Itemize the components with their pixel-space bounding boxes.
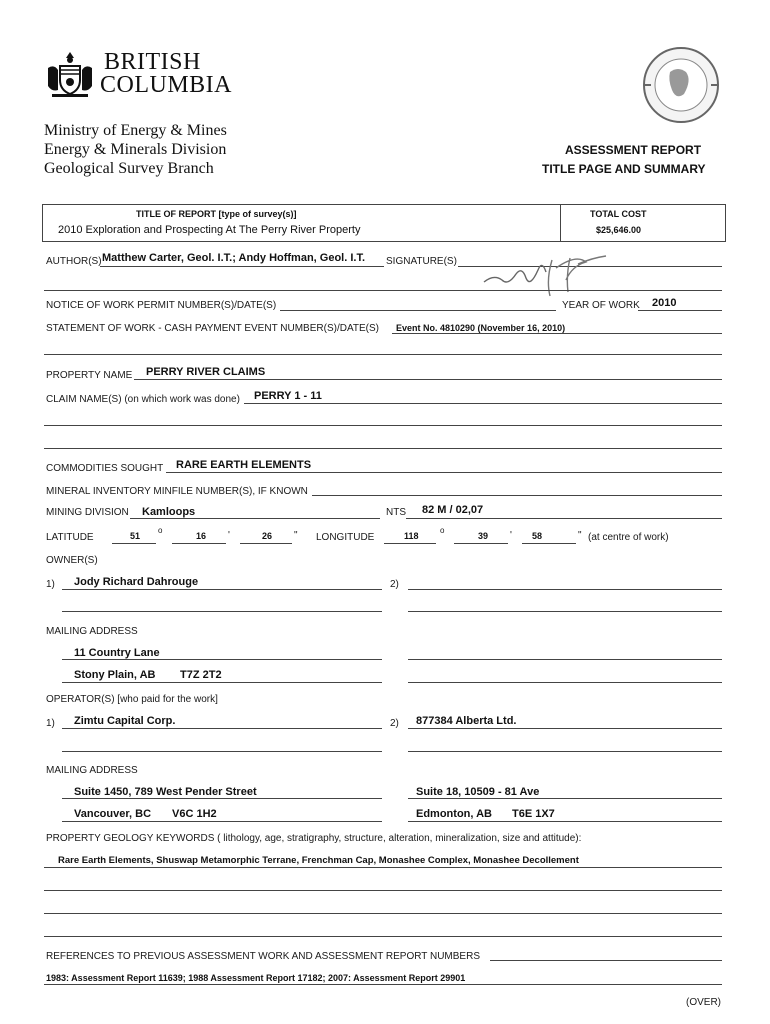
operator-1-name: Zimtu Capital Corp. — [74, 715, 176, 727]
statement-value: Event No. 4810290 (November 16, 2010) — [396, 323, 566, 333]
operator-2-name: 877384 Alberta Ltd. — [416, 715, 517, 727]
branch-name: Geological Survey Branch — [44, 160, 214, 177]
latitude-degrees: 51 — [130, 531, 141, 541]
claim-names-value: PERRY 1 - 11 — [254, 390, 322, 402]
brand-name-line1: BRITISH — [104, 49, 201, 75]
property-name-underline — [134, 379, 722, 380]
longitude-degree-symbol: o — [440, 526, 445, 535]
claim-names-line3 — [44, 448, 722, 449]
operator-2-address-underline2 — [408, 821, 722, 822]
centre-of-work-note: (at centre of work) — [588, 532, 669, 543]
year-of-work-value: 2010 — [652, 297, 677, 309]
operator-2-number: 2) — [390, 718, 399, 729]
notice-underline — [280, 310, 556, 311]
year-of-work-label: YEAR OF WORK — [562, 300, 640, 311]
report-title-label: TITLE OF REPORT [type of survey(s)] — [136, 209, 297, 219]
longitude-seconds: 58 — [532, 531, 543, 541]
claim-names-line2 — [44, 425, 722, 426]
geology-keywords-label: PROPERTY GEOLOGY KEYWORDS ( lithology, age, stratigraphy, structure, alteration, mineralization, size and attitude): — [46, 833, 582, 844]
longitude-minutes-underline — [454, 543, 508, 544]
commodities-value: RARE EARTH ELEMENTS — [176, 459, 312, 471]
mining-division-value: Kamloops — [142, 506, 196, 518]
statement-second-line — [44, 354, 722, 355]
owner-2-line2 — [408, 611, 722, 612]
bc-coat-of-arms-icon — [44, 48, 96, 100]
owner-1-address-underline2 — [62, 682, 382, 683]
ministry-name: Ministry of Energy & Mines — [44, 122, 227, 139]
minfile-label: MINERAL INVENTORY MINFILE NUMBER(S), IF KNOWN — [46, 486, 308, 497]
operators-label: OPERATOR(S) [who paid for the work] — [46, 694, 218, 705]
notice-label: NOTICE OF WORK PERMIT NUMBER(S)/DATE(S) — [46, 300, 277, 311]
latitude-minutes-underline — [172, 543, 226, 544]
mining-division-underline — [130, 518, 380, 519]
operator-1-underline — [62, 728, 382, 729]
latitude-minutes: 16 — [196, 531, 207, 541]
total-cost-label: TOTAL COST — [590, 209, 647, 219]
longitude-label: LONGITUDE — [316, 532, 375, 543]
authors-second-line — [44, 290, 722, 291]
latitude-second-symbol: " — [294, 530, 298, 541]
claim-names-label: CLAIM NAME(S) (on which work was done) — [46, 394, 240, 405]
owner-1-address-underline1 — [62, 659, 382, 660]
owner-1-line2 — [62, 611, 382, 612]
operator-1-number: 1) — [46, 718, 55, 729]
longitude-degrees-underline — [384, 543, 436, 544]
latitude-degrees-underline — [112, 543, 156, 544]
operator-2-address-postal: T6E 1X7 — [512, 808, 555, 820]
owner-1-address-postal: T7Z 2T2 — [180, 669, 222, 681]
authors-label: AUTHOR(S) — [46, 256, 102, 267]
total-cost-value: $25,646.00 — [596, 225, 642, 235]
mining-division-label: MINING DIVISION — [46, 507, 129, 518]
references-value-underline — [44, 984, 722, 985]
geological-survey-seal — [640, 44, 722, 126]
geology-keywords-value: Rare Earth Elements, Shuswap Metamorphic Terrane, Frenchman Cap, Monashee Complex, Monashee Decollement — [58, 855, 579, 866]
property-name-label: PROPERTY NAME — [46, 370, 133, 381]
statement-label: STATEMENT OF WORK - CASH PAYMENT EVENT NUMBER(S)/DATE(S) — [46, 323, 379, 334]
longitude-minutes: 39 — [478, 531, 489, 541]
authors-underline — [100, 266, 384, 267]
minfile-underline — [312, 495, 722, 496]
owners-label: OWNER(S) — [46, 555, 98, 566]
latitude-label: LATITUDE — [46, 532, 94, 543]
handwritten-signature — [482, 254, 612, 300]
commodities-underline — [166, 472, 722, 473]
geology-keywords-line3 — [44, 913, 722, 914]
nts-underline — [406, 518, 722, 519]
latitude-minute-symbol: ' — [228, 530, 230, 541]
owner-1-number: 1) — [46, 579, 55, 590]
nts-label: NTS — [386, 507, 406, 518]
operator-1-line2 — [62, 751, 382, 752]
operator-2-underline — [408, 728, 722, 729]
latitude-seconds-underline — [240, 543, 292, 544]
year-of-work-underline — [638, 310, 722, 311]
geology-keywords-underline — [44, 867, 722, 868]
latitude-degree-symbol: o — [158, 526, 163, 535]
operator-2-line2 — [408, 751, 722, 752]
geology-keywords-line4 — [44, 936, 722, 937]
report-title-line1: ASSESSMENT REPORT — [565, 143, 702, 157]
report-title-value: 2010 Exploration and Prospecting At The Perry River Property — [58, 224, 361, 236]
owner-2-address-underline2 — [408, 682, 722, 683]
operator-1-address-postal: V6C 1H2 — [172, 808, 217, 820]
operator-1-address-city: Vancouver, BC — [74, 808, 152, 820]
over-note: (OVER) — [686, 997, 721, 1008]
operator-1-address-line1: Suite 1450, 789 West Pender Street — [74, 786, 257, 798]
longitude-seconds-underline — [522, 543, 576, 544]
operator-1-address-underline1 — [62, 798, 382, 799]
owner-2-address-underline1 — [408, 659, 722, 660]
report-title-line2: TITLE PAGE AND SUMMARY — [542, 162, 706, 176]
owners-mailing-label: MAILING ADDRESS — [46, 626, 138, 637]
longitude-second-symbol: " — [578, 530, 582, 541]
operators-mailing-label: MAILING ADDRESS — [46, 765, 138, 776]
title-box-divider — [560, 205, 561, 241]
authors-value: Matthew Carter, Geol. I.T.; Andy Hoffman, Geol. I.T. — [102, 252, 366, 264]
references-label: REFERENCES TO PREVIOUS ASSESSMENT WORK AND ASSESSMENT REPORT NUMBERS — [46, 951, 480, 962]
claim-names-underline — [244, 403, 722, 404]
owner-1-address-city: Stony Plain, AB — [74, 669, 156, 681]
geology-keywords-line2 — [44, 890, 722, 891]
latitude-seconds: 26 — [262, 531, 273, 541]
owner-1-underline — [62, 589, 382, 590]
operator-1-address-underline2 — [62, 821, 382, 822]
owner-1-name: Jody Richard Dahrouge — [74, 576, 199, 588]
signature-label: SIGNATURE(S) — [386, 256, 457, 267]
operator-2-address-line1: Suite 18, 10509 - 81 Ave — [416, 786, 540, 798]
division-name: Energy & Minerals Division — [44, 141, 227, 158]
statement-underline — [392, 333, 722, 334]
longitude-degrees: 118 — [404, 531, 419, 541]
owner-1-address-line1: 11 Country Lane — [74, 647, 160, 659]
owner-2-underline — [408, 589, 722, 590]
operator-2-address-city: Edmonton, AB — [416, 808, 492, 820]
nts-value: 82 M / 02,07 — [422, 504, 484, 516]
references-underline — [490, 960, 722, 961]
property-name-value: PERRY RIVER CLAIMS — [146, 366, 266, 378]
owner-2-number: 2) — [390, 579, 399, 590]
commodities-label: COMMODITIES SOUGHT — [46, 463, 164, 474]
operator-2-address-underline1 — [408, 798, 722, 799]
brand-name-line2: COLUMBIA — [100, 72, 233, 98]
longitude-minute-symbol: ' — [510, 530, 512, 541]
references-value: 1983: Assessment Report 11639; 1988 Assessment Report 17182; 2007: Assessment Report 29901 — [46, 973, 466, 983]
